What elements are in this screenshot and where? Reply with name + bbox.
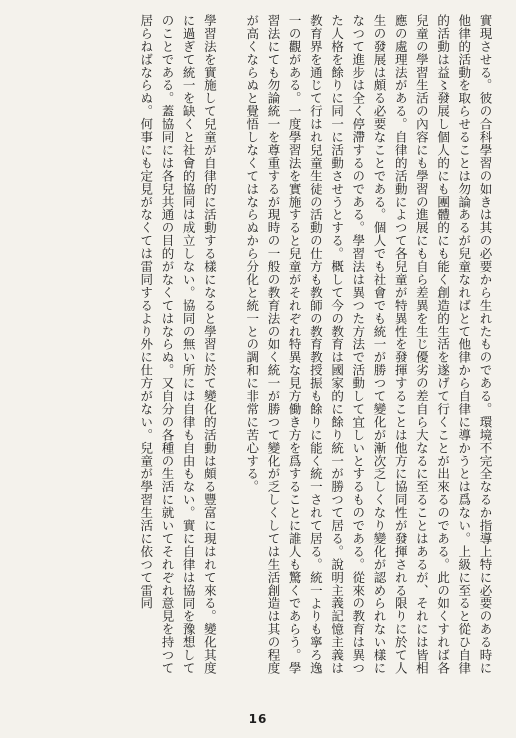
body-text: [30, 14, 496, 682]
paragraph: 實現させる。彼の合科學習の如きは其の必要から生れたものである。環境不完全なるか指導上特に必要のある時に他律的活動を取らせることは勿論あるが兒童なればとて他律から自律に導かうとは爲ない。上級に至ると從ひ自律的活動は益〻發展し個人的にも團體的にも能く創造的生活を遂げて行くことが出來るのである。此の如くすれば各兒童の學習生活の內容にも學習の進展にも自ら差異を生じ優劣の差自ら大なるに至ることはあるが、それには皆相應の處理法がある。自律的活動によつて各兒童が特異性を發揮することは他方に協同性が發揮される限りに於て人生の發展は頗る必要なことである。個人でも社會でも統一が勝つて變化が漸次乏しくなり變化が認められない樣になつて進步は全く停滯するのである。學習法は異つた方法で活動して宜しいとするものである。從來の教育は異つた人格を餘りに同一に活動させうとする。概して今の教育は國家的に餘り統一が勝つて居る。說明主義記憶主義は教育界を通じて行はれ兒童生徒の活動の仕方も教師の教育教授振も餘りに能く統一されて居る。統一よりも寧ろ逸一の觀がある。一度學習法を實施すると兒童がそれぞれ特異な見方働き方を爲することに誰人も驚くであらう。學習法にても勿論統一を尊重するが現時の一般の教育法の如く統一が勝つて變化が乏しくしては生活創造は其の程度が高くならぬと覺悟しなくてはならぬから分化と統一との調和に非常に苦心する。: [244, 14, 493, 675]
page-number: 16: [248, 712, 268, 726]
paragraph: 學習法を實施して兒童が自律的に活動する樣になると學習に於て變化的活動は頗る豐富に現はれて來る。變化其度に過ぎて統一を缺くと社會的協同は成立しない。協同の無い所には自律も自由もない。實に自律は協同を豫想してのことである。蓋協同には各兒共通の目的がなくてはならぬ。又自分の各種の生活に就いてそれぞれ意見を持つて居らねばならぬ。何事にも定見がなくては雷同するより外に仕方がない。兒童が學習生活に依つて雷同: [138, 14, 218, 675]
